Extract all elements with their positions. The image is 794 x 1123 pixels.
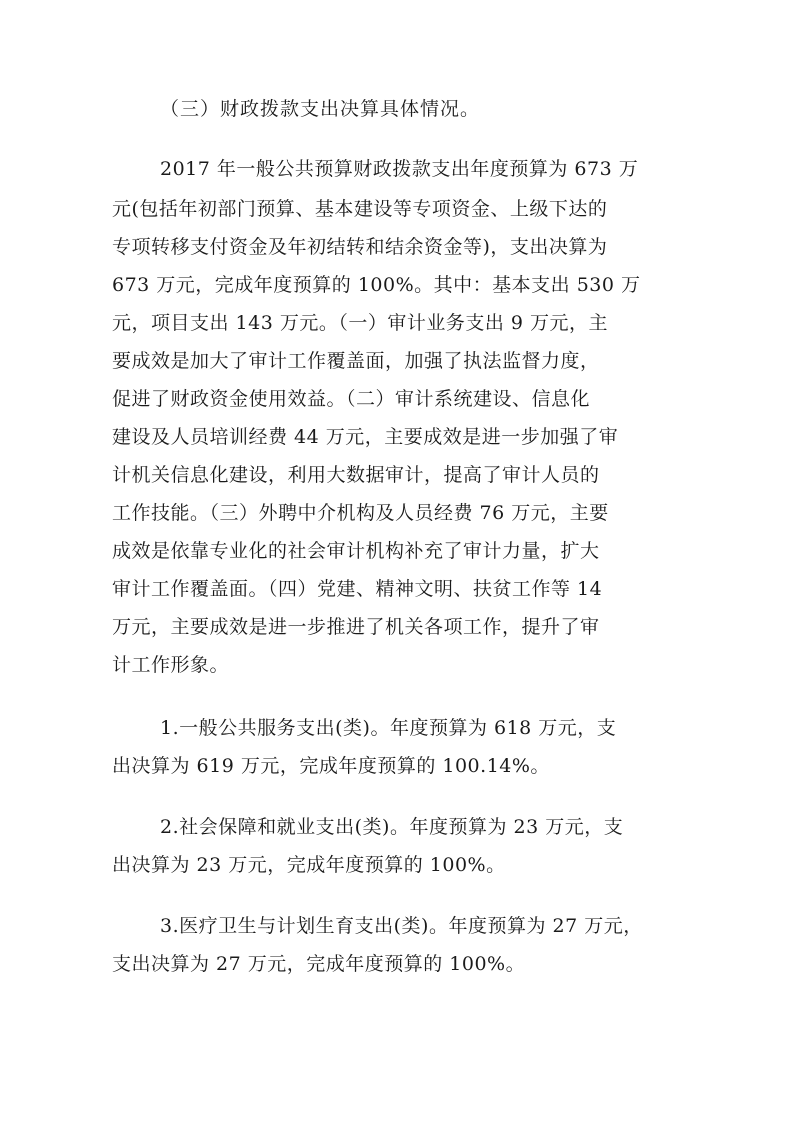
paragraph-line: 审计工作覆盖面。（四）党建、精神文明、扶贫工作等 14 [112,578,603,600]
item-line: 2.社会保障和就业支出(类)。年度预算为 23 万元，支 [160,816,624,838]
item-line: 出决算为 619 万元，完成年度预算的 100.14%。 [112,755,550,777]
paragraph-line: 计工作形象。 [112,654,230,676]
paragraph-line: 万元，主要成效是进一步推进了机关各项工作，提升了审 [112,616,600,638]
paragraph-line: 计机关信息化建设，利用大数据审计，提高了审计人员的 [112,464,600,486]
paragraph-line: 专项转移支付资金及年初结转和结余资金等)，支出决算为 [112,236,608,258]
paragraph-line: 673 万元，完成年度预算的 100%。其中：基本支出 530 万 [112,274,641,296]
item-line: 1.一般公共服务支出(类)。年度预算为 618 万元，支 [160,717,617,739]
paragraph-line: 要成效是加大了审计工作覆盖面，加强了执法监督力度， [112,350,600,372]
paragraph-line: 建设及人员培训经费 44 万元，主要成效是进一步加强了审 [112,426,619,448]
paragraph-line: 2017 年一般公共预算财政拨款支出年度预算为 673 万 [160,158,639,180]
paragraph-line: 元，项目支出 143 万元。（一）审计业务支出 9 万元，主 [112,312,609,334]
item-line: 出决算为 23 万元，完成年度预算的 100%。 [112,854,506,876]
item-line: 3.医疗卫生与计划生育支出(类)。年度预算为 27 万元， [160,915,643,937]
section-heading: （三）财政拨款支出决算具体情况。 [160,98,481,120]
paragraph-line: 工作技能。（三）外聘中介机构及人员经费 76 万元，主要 [112,502,609,524]
item-line: 支出决算为 27 万元，完成年度预算的 100%。 [112,953,526,975]
paragraph-line: 成效是依靠专业化的社会审计机构补充了审计力量，扩大 [112,540,600,562]
paragraph-line: 促进了财政资金使用效益。（二）审计系统建设、信息化 [112,388,591,410]
paragraph-line: 元(包括年初部门预算、基本建设等专项资金、上级下达的 [112,198,608,220]
